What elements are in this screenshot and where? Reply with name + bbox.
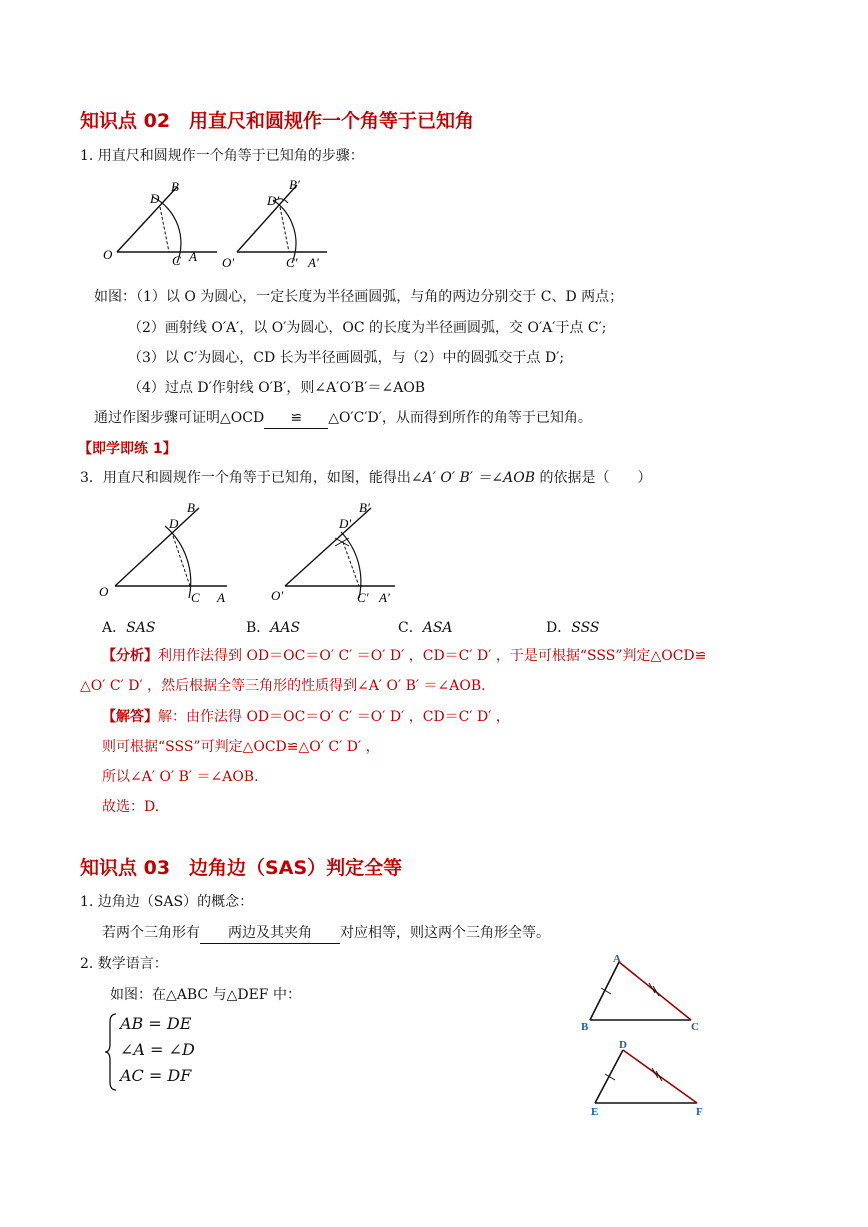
- kp02-step-3: （3）以 C′为圆心，CD 长为半径画圆弧，与（2）中的圆弧交于点 D′;: [128, 350, 565, 366]
- kp02-proof: [94, 408, 592, 429]
- equation-2: ∠A = ∠D: [120, 1040, 195, 1059]
- kp02-step-2: （2）画射线 O′A′，以 O′为圆心，OC 的长度为半径画圆弧，交 O′A′于点 C′;: [128, 320, 607, 336]
- label-O: O: [103, 247, 113, 262]
- question-text-pre: 3．用直尺和圆规作一个角等于已知角，如图，能得出∠: [80, 470, 423, 486]
- kp02-step-4: （4）过点 D′作射线 O′B′，则∠A′O′B′＝∠AOB: [128, 380, 426, 396]
- answer-line-1: 【解答】解：由作法得 OD＝OC＝O′ C′ ＝O′ D′ ，CD＝C′ D′ ，: [102, 709, 510, 725]
- label-B-prime: B′: [359, 500, 370, 515]
- kp03-definition: 若两个三角形有 两边及其夹角 对应相等，则这两个三角形全等。: [102, 923, 550, 944]
- question-angle: A′ O′ B′ ＝∠AOB: [422, 470, 536, 486]
- label-O-prime: O′: [271, 588, 284, 603]
- vertex-C: C: [691, 1021, 699, 1033]
- proof-text-post: △O′C′D′，从而得到所作的角等于已知角。: [328, 410, 592, 426]
- label-B: B: [171, 179, 179, 194]
- label-C: C: [191, 590, 200, 605]
- option-a[interactable]: A．SAS: [102, 620, 156, 636]
- practice-badge: 【即学即练 1】: [78, 441, 177, 457]
- answer-tag: 【解答】: [102, 709, 158, 725]
- vertex-D: D: [619, 1039, 627, 1051]
- label-B: B: [187, 500, 195, 515]
- label-D-prime: D′: [339, 516, 352, 531]
- vertex-F: F: [696, 1106, 703, 1118]
- section-title-kp03: 知识点 03 边角边（SAS）判定全等: [80, 857, 403, 879]
- equation-3: AC = DF: [120, 1066, 192, 1085]
- analysis-line-2: △O′ C′ D′ ，然后根据全等三角形的性质得到∠A′ O′ B′ ＝∠AOB.: [80, 678, 486, 694]
- kp03-item-2: 2. 数学语言：: [80, 956, 168, 972]
- label-C-prime: C′: [286, 255, 298, 270]
- option-d[interactable]: D．SSS: [546, 620, 600, 636]
- figure-congruent-triangles: [575, 950, 715, 1120]
- option-b[interactable]: B．AAS: [246, 620, 301, 636]
- analysis-line-1: 【分析】利用作法得到 OD＝OC＝O′ C′ ＝O′ D′ ，CD＝C′ D′ ，于是可根据“SSS”判定△OCD≌: [102, 648, 707, 664]
- brace-icon: [104, 1012, 120, 1092]
- label-D-prime: D′: [267, 193, 280, 208]
- label-A: A: [189, 249, 197, 264]
- label-D: D: [169, 516, 179, 531]
- definition-blank: 两边及其夹角: [200, 923, 340, 944]
- answer-line-3: 所以∠A′ O′ B′ ＝∠AOB.: [102, 769, 259, 785]
- label-A-prime: A′: [379, 590, 390, 605]
- figure-angle-construction-2: [95, 498, 415, 610]
- vertex-A: A: [613, 953, 621, 965]
- label-B-prime: B′: [289, 177, 300, 192]
- practice-question: [80, 468, 651, 488]
- label-C-prime: C′: [357, 590, 369, 605]
- analysis-tag: 【分析】: [102, 648, 158, 664]
- question-text-post: 的依据是（ ）: [535, 470, 652, 486]
- proof-blank: ≌: [264, 408, 328, 429]
- kp03-item-1: 1. 边角边（SAS）的概念：: [80, 894, 254, 910]
- section-title-kp02: 知识点 02 用直尺和圆规作一个角等于已知角: [80, 110, 475, 132]
- kp02-step-1: 如图：（1）以 O 为圆心，一定长度为半径画圆弧，与角的两边分别交于 C、D 两点；: [94, 289, 624, 305]
- label-A-prime: A′: [308, 255, 319, 270]
- option-c[interactable]: C．ASA: [398, 620, 453, 636]
- kp02-item-1: 1. 用直尺和圆规作一个角等于已知角的步骤：: [80, 148, 364, 164]
- label-O-prime: O′: [222, 255, 235, 270]
- label-O: O: [99, 584, 109, 599]
- vertex-E: E: [591, 1106, 599, 1118]
- vertex-B: B: [581, 1021, 589, 1033]
- label-A: A: [217, 590, 225, 605]
- answer-line-4: 故选：D.: [102, 799, 160, 815]
- label-D: D: [150, 191, 160, 206]
- answer-line-2: 则可根据“SSS”可判定△OCD≌△O′ C′ D′ ，: [102, 739, 380, 755]
- figure-angle-construction-1: [95, 175, 345, 275]
- figure-intro: 如图：在△ABC 与△DEF 中：: [110, 987, 301, 1003]
- equation-1: AB = DE: [120, 1014, 192, 1033]
- label-C: C: [172, 253, 181, 268]
- proof-text-pre: 通过作图步骤可证明△OCD: [94, 410, 265, 426]
